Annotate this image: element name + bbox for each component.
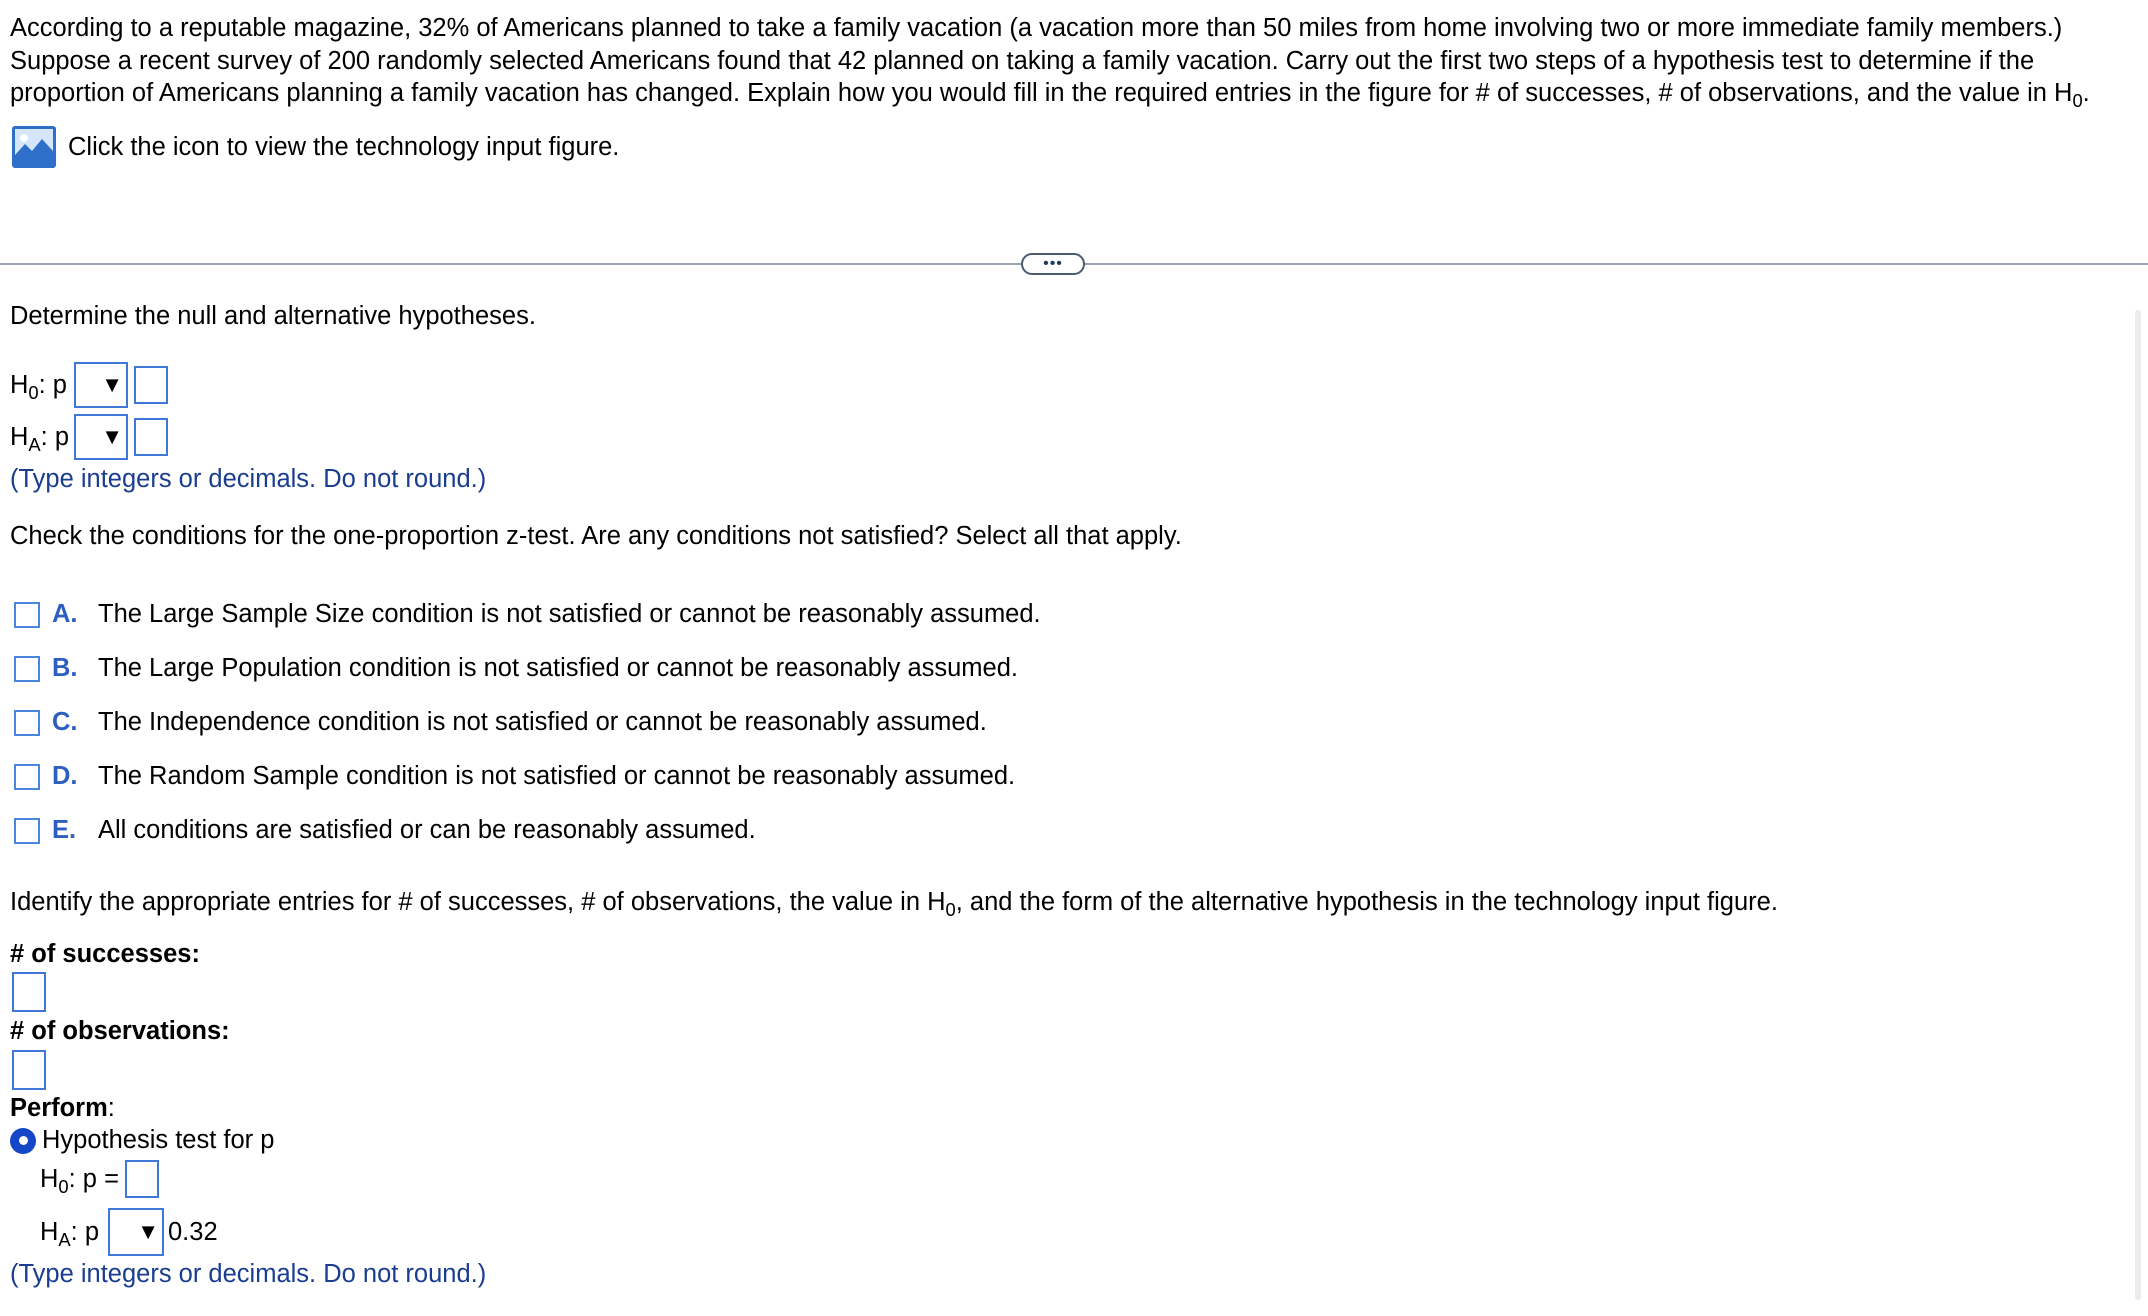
- figure-ha-label: $H_A$: p: [40, 1217, 100, 1250]
- question-line-3: proportion of Americans planning a family vacation has changed. Explain how you would fill in the required entries in the figure for # of successes, # of observations, and the value in $H_0$.: [10, 79, 2090, 112]
- condition-option-a[interactable]: A. The Large Sample Size condition is not satisfied or cannot be reasonably assumed.: [14, 600, 1041, 629]
- condition-checkbox-b[interactable]: [14, 656, 40, 682]
- figure-ha-row: [40, 1208, 218, 1256]
- chevron-down-icon: ▼: [101, 372, 123, 397]
- hypothesis-test-radio-row[interactable]: [10, 1126, 274, 1155]
- condition-option-c[interactable]: C. The Independence condition is not satisfied or cannot be reasonably assumed.: [14, 708, 987, 737]
- observations-label: # of observations:: [10, 1017, 230, 1045]
- h0-operator-dropdown[interactable]: [74, 362, 128, 408]
- ha-label: $H_A$: p: [10, 422, 70, 455]
- identify-prompt: Identify the appropriate entries for # of successes, # of observations, the value in $H_0$, and the form of the alternative hypothesis in the technology input figure.: [10, 888, 1778, 921]
- scrollbar[interactable]: [2135, 310, 2141, 1300]
- condition-checkbox-e[interactable]: [14, 818, 40, 844]
- figure-h0-value-input[interactable]: [125, 1160, 159, 1198]
- question-text: [10, 12, 2130, 112]
- successes-input[interactable]: [12, 972, 46, 1012]
- question-line-1: According to a reputable magazine, 32% of Americans planned to take a family vacation (a vacation more than 50 miles from home involving two or more immediate family members.): [10, 14, 2063, 42]
- hypotheses-note: (Type integers or decimals. Do not round.): [10, 465, 487, 493]
- h0-value-input[interactable]: [134, 366, 168, 404]
- h0-row: [10, 362, 168, 408]
- figure-link[interactable]: [12, 126, 619, 168]
- condition-option-e[interactable]: E. All conditions are satisfied or can be reasonably assumed.: [14, 816, 756, 845]
- hypotheses-prompt: Determine the null and alternative hypotheses.: [10, 302, 536, 330]
- condition-option-d[interactable]: D. The Random Sample condition is not satisfied or cannot be reasonably assumed.: [14, 762, 1015, 791]
- condition-checkbox-c[interactable]: [14, 710, 40, 736]
- ha-row: [10, 414, 168, 460]
- ha-value-input[interactable]: [134, 418, 168, 456]
- chevron-down-icon: ▼: [101, 424, 123, 449]
- figure-ha-value: 0.32: [168, 1217, 218, 1246]
- hypothesis-test-radio-label: Hypothesis test for p: [42, 1126, 275, 1154]
- figure-h0-row: [40, 1160, 159, 1198]
- condition-option-b[interactable]: B. The Large Population condition is not satisfied or cannot be reasonably assumed.: [14, 654, 1018, 683]
- figure-h0-label: $H_0$: p =: [40, 1164, 119, 1197]
- conditions-prompt: Check the conditions for the one-proportion z-test. Are any conditions not satisfied? Select all that apply.: [10, 522, 1182, 550]
- more-button[interactable]: •••: [1021, 253, 1085, 275]
- condition-checkbox-a[interactable]: [14, 602, 40, 628]
- observations-input[interactable]: [12, 1050, 46, 1090]
- identify-note: (Type integers or decimals. Do not round.): [10, 1260, 487, 1288]
- question-line-2: Suppose a recent survey of 200 randomly selected Americans found that 42 planned on taking a family vacation. Carry out the first two steps of a hypothesis test to determine if the: [10, 46, 2035, 75]
- h0-label: $H_0$: p: [10, 370, 67, 403]
- figure-ha-operator-dropdown[interactable]: [108, 1208, 164, 1256]
- condition-checkbox-d[interactable]: [14, 764, 40, 790]
- chevron-down-icon: ▼: [137, 1219, 159, 1244]
- successes-label: # of successes:: [10, 940, 200, 968]
- perform-label: Perform:: [10, 1094, 115, 1122]
- ha-operator-dropdown[interactable]: [74, 414, 128, 460]
- figure-link-text[interactable]: Click the icon to view the technology input figure.: [68, 132, 620, 161]
- image-icon[interactable]: [12, 126, 56, 168]
- hypothesis-test-radio[interactable]: [10, 1128, 36, 1154]
